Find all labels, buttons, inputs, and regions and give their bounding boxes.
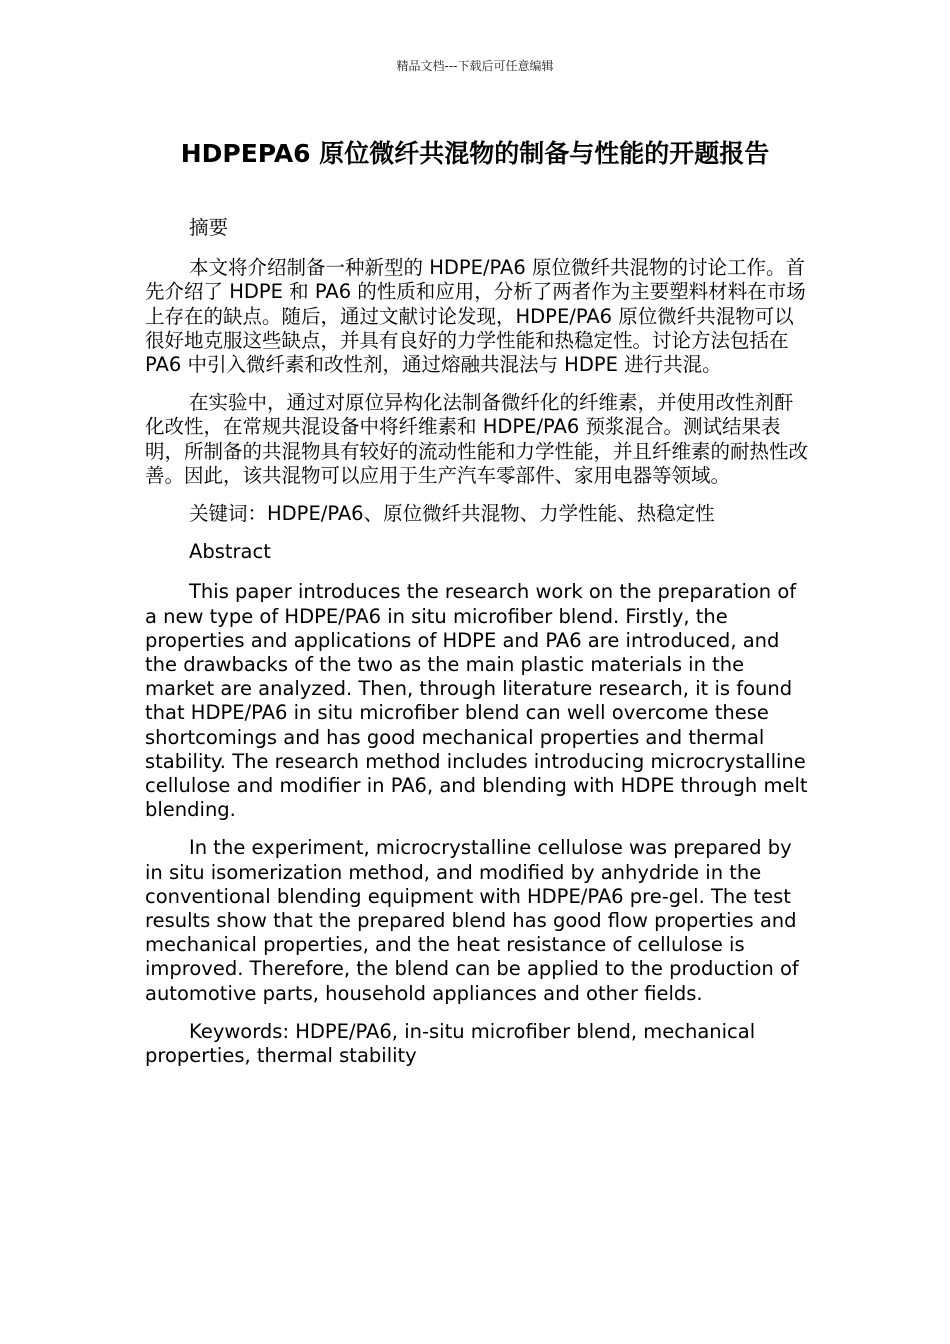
abstract-en-heading: Abstract bbox=[189, 540, 271, 564]
document-title: HDPEPA6 原位微纤共混物的制备与性能的开题报告 bbox=[180, 139, 770, 168]
keywords-cn: 关键词：HDPE/PA6、原位微纤共混物、力学性能、热稳定性 bbox=[189, 502, 715, 526]
document-body bbox=[145, 216, 810, 1082]
abstract-en-paragraph-2: In the experiment, microcrystalline cellulose was prepared by in situ isomerization method, and modified by anhydride in the conventional blending equipment with HDPE/PA6 pre-gel. The test results show that the prepared blend has good flow properties and mechanical properties, and the heat resistance of cellulose is improved. Therefore, the blend can be applied to the production of automotive parts, household appliances and other fields. bbox=[145, 836, 799, 1005]
header-note: 精品文档---下载后可任意编辑 bbox=[396, 59, 554, 73]
keywords-en: Keywords: HDPE/PA6, in-situ microfiber blend, mechanical properties, thermal stability bbox=[145, 1019, 756, 1068]
abstract-cn-paragraph-2: 在实验中，通过对原位异构化法制备微纤化的纤维素，并使用改性剂酐化改性，在常规共混设备中将纤维素和 HDPE/PA6 预浆混合。测试结果表明，所制备的共混物具有较好的流动性能和力学性能，并且纤维素的耐热性改善。因此，该共混物可以应用于生产汽车零部件、家用电器等领域。 bbox=[145, 391, 809, 487]
abstract-cn-heading: 摘要 bbox=[189, 216, 229, 239]
abstract-en-paragraph-1: This paper introduces the research work on the preparation of a new type of HDPE/PA6 in situ microfiber blend. Firstly, the properties and applications of HDPE and PA6 are introduced, and the drawbacks of the two as the main plastic materials in the market are analyzed. Then, through literature research, it is found that HDPE/PA6 in situ microfiber blend can well overcome these shortcomings and has good mechanical properties and thermal stability. The research method includes introducing microcrystalline cellulose and modifier in PA6, and blending with HDPE through melt blending. bbox=[145, 580, 808, 822]
abstract-cn-paragraph-1: 本文将介绍制备一种新型的 HDPE/PA6 原位微纤共混物的讨论工作。首先介绍了 HDPE 和 PA6 的性质和应用，分析了两者作为主要塑料材料在市场上存在的缺点。随后，通过文献讨论发现，HDPE/PA6 原位微纤共混物可以很好地克服这些缺点，并具有良好的力学性能和热稳定性。讨论方法包括在 PA6 中引入微纤素和改性剂，通过熔融共混法与 HDPE 进行共混。 bbox=[145, 256, 806, 377]
